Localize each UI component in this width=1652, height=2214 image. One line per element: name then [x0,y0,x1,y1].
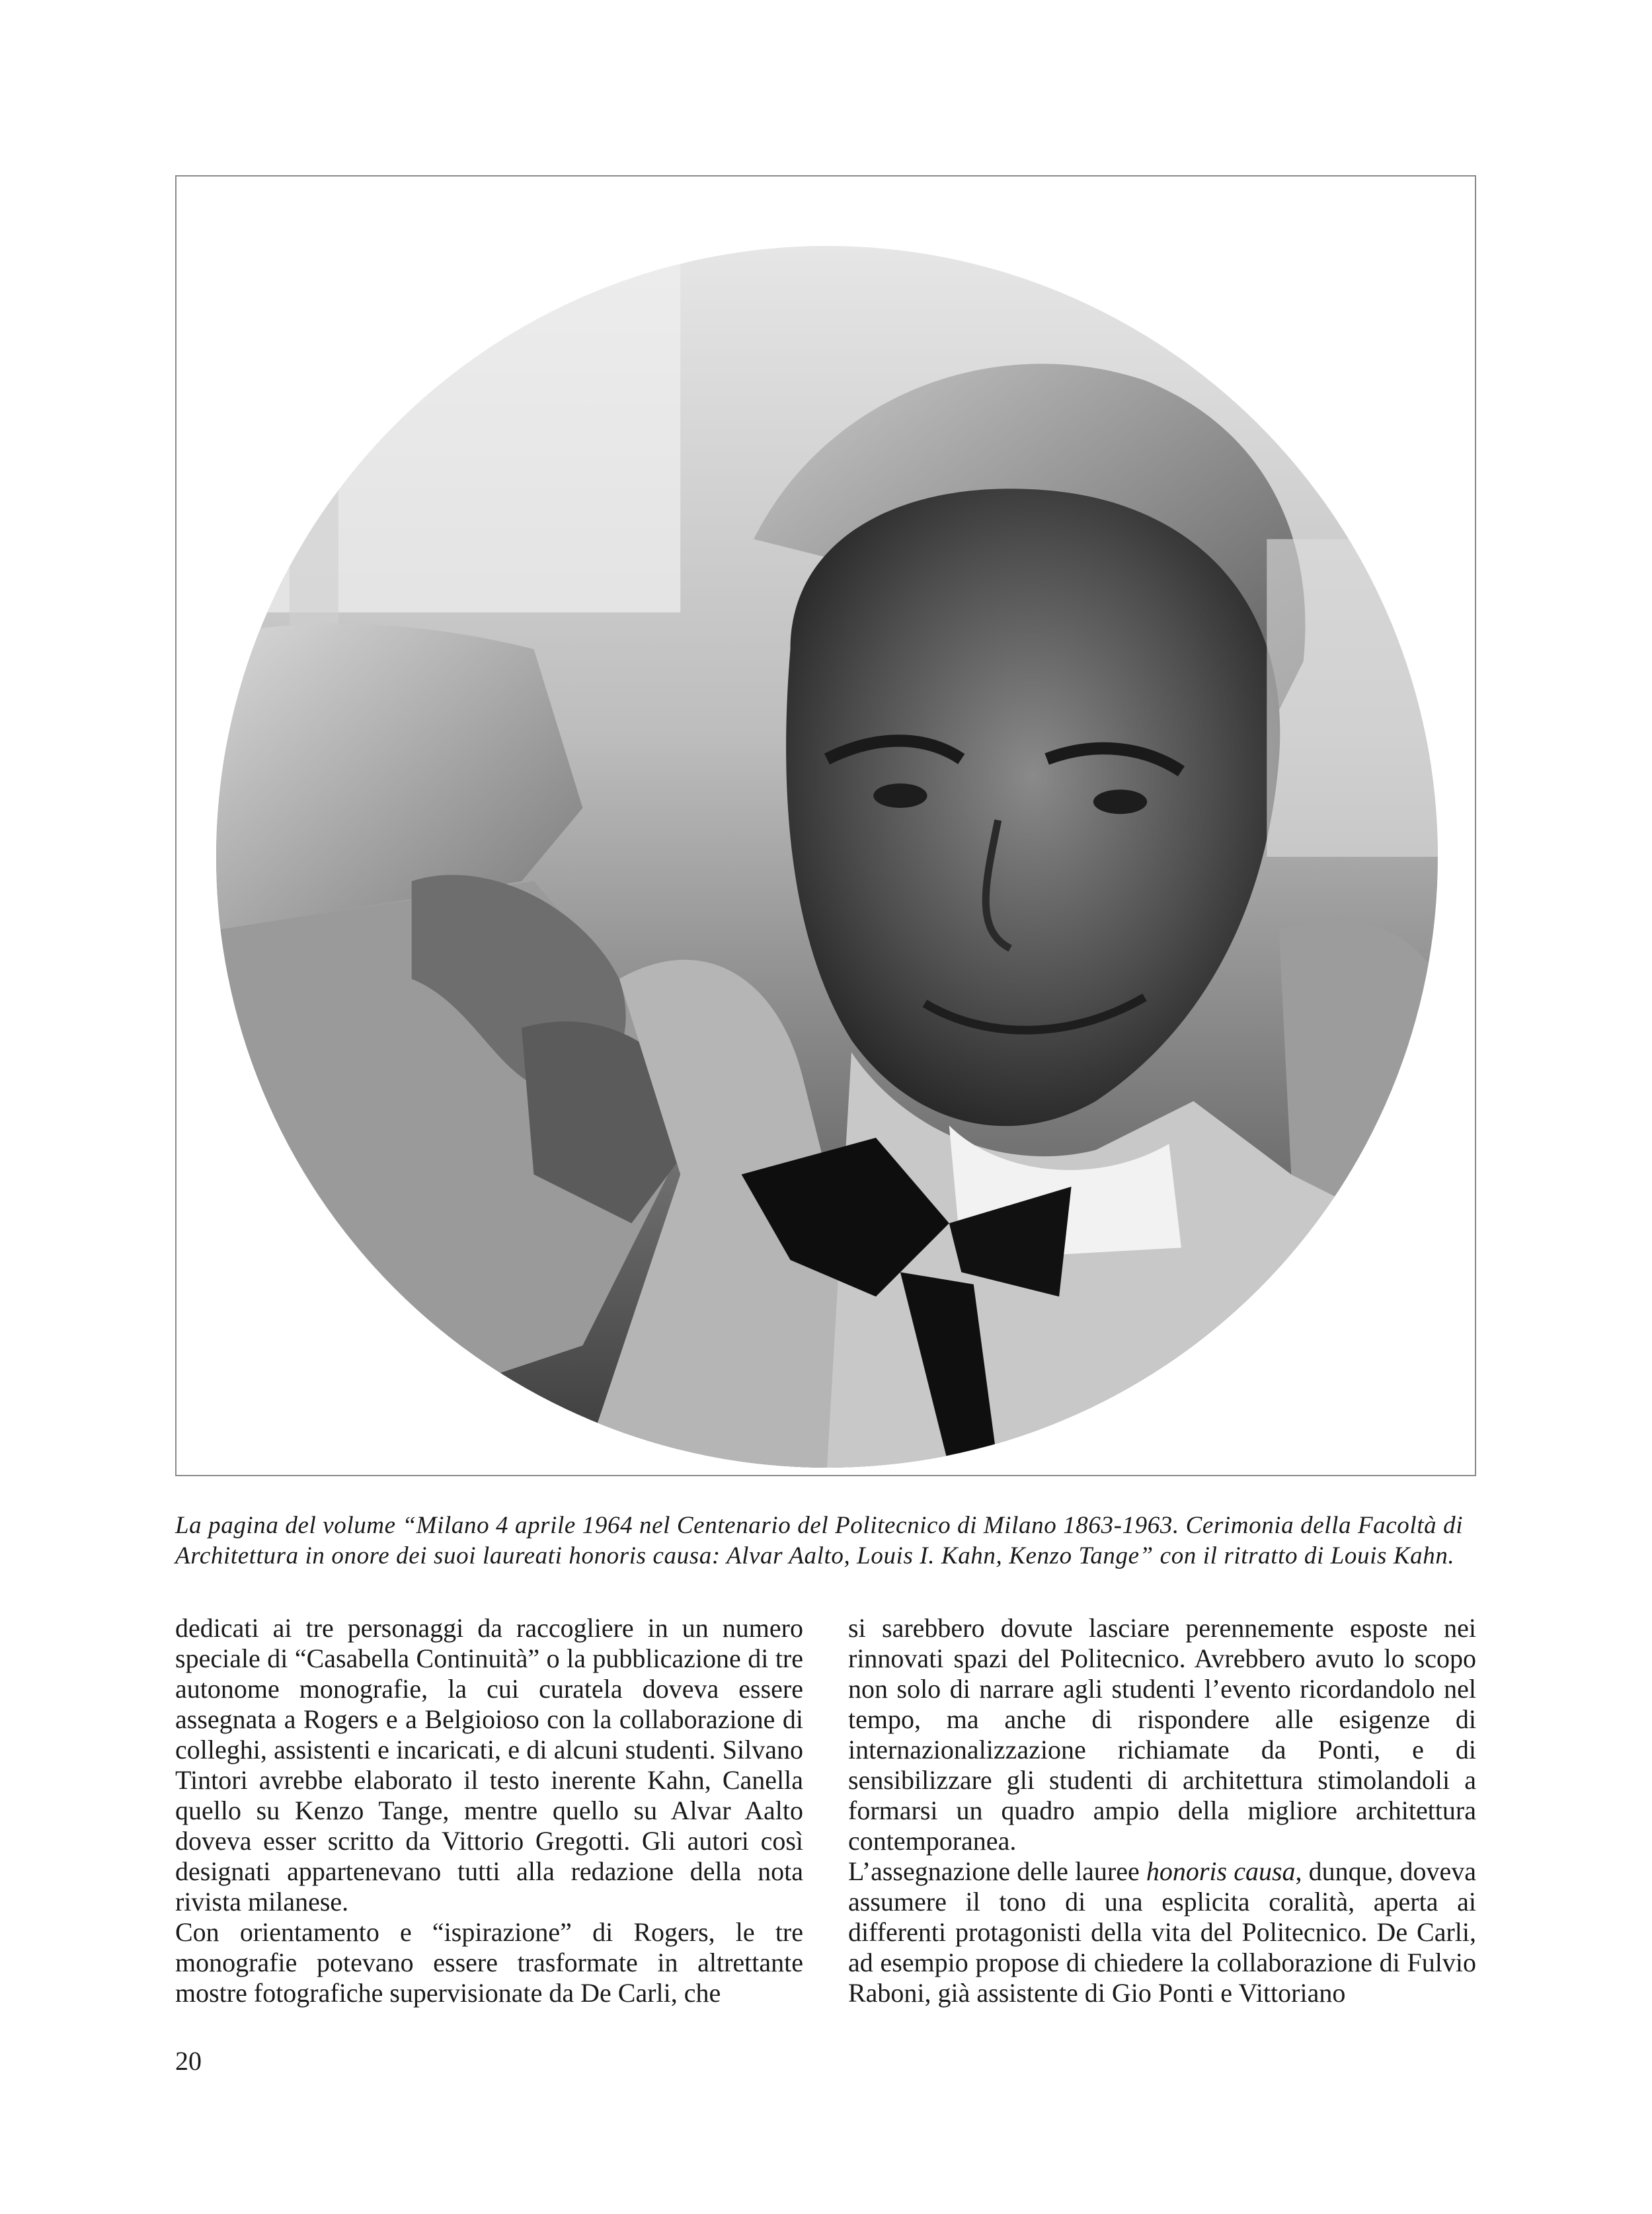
figure-caption [175,1511,1476,1571]
body-paragraph: si sarebbero dovute lasciare perennemente esposte nei rinnovati spazi del Politecnico. Avrebbero avuto lo scopo non solo di narrare agli studenti l’evento ricordandolo nel tempo, ma anche di rispondere alle esigenze di internazionalizzazione richiamate da Ponti, e di sensibilizzare gli studenti di architettura stimolandoli a formarsi un quadro ampio della migliore architettura contemporanea. [848,1613,1476,1856]
text-column-left [175,1613,803,2008]
body-paragraph: Con orientamento e “ispirazione” di Rogers, le tre monografie potevano essere trasformate in altrettante mostre fotografiche supervisionate da De Carli, che [175,1917,803,2008]
portrait-illustration [216,246,1438,1468]
portrait-photo [216,246,1438,1468]
figure-frame [175,175,1476,1476]
caption-line: Architettura in onore dei suoi laureati honoris causa: Alvar Aalto, Louis I. Kahn, Kenzo Tange” con il ritratto di Louis Kahn. [175,1542,1455,1569]
page-number: 20 [175,2046,202,2076]
body-paragraph [848,1856,1476,2008]
caption-line: La pagina del volume “Milano 4 aprile 1964 nel Centenario del Politecnico di Milano 1863-1963. Cerimonia della Facoltà di [175,1512,1464,1539]
body-text: , dunque, doveva assumere il tono di una esplicita coralità, aperta ai differenti protagonisti della vita del Politecnico. De Carli, ad esempio propose di chiedere la collaborazione di Fulvio Raboni, già assistente di Gio Ponti e Vittoriano [848,1856,1476,2008]
text-column-right [848,1613,1476,2008]
emphasis-text: honoris causa [1146,1856,1296,1886]
body-paragraph: dedicati ai tre personaggi da raccogliere in un numero speciale di “Casabella Continuità” o la pubblicazione di tre autonome monografie, la cui curatela doveva essere assegnata a Rogers e a Belgioioso con la collaborazione di colleghi, assistenti e incaricati, e di alcuni studenti. Silvano Tintori avrebbe elaborato il testo inerente Kahn, Canella quello su Kenzo Tange, mentre quello su Alvar Aalto doveva esser scritto da Vittorio Gregotti. Gli autori così designati appartenevano tutti alla redazione della nota rivista milanese. [175,1613,803,1917]
body-text: L’assegnazione delle lauree [848,1856,1146,1886]
